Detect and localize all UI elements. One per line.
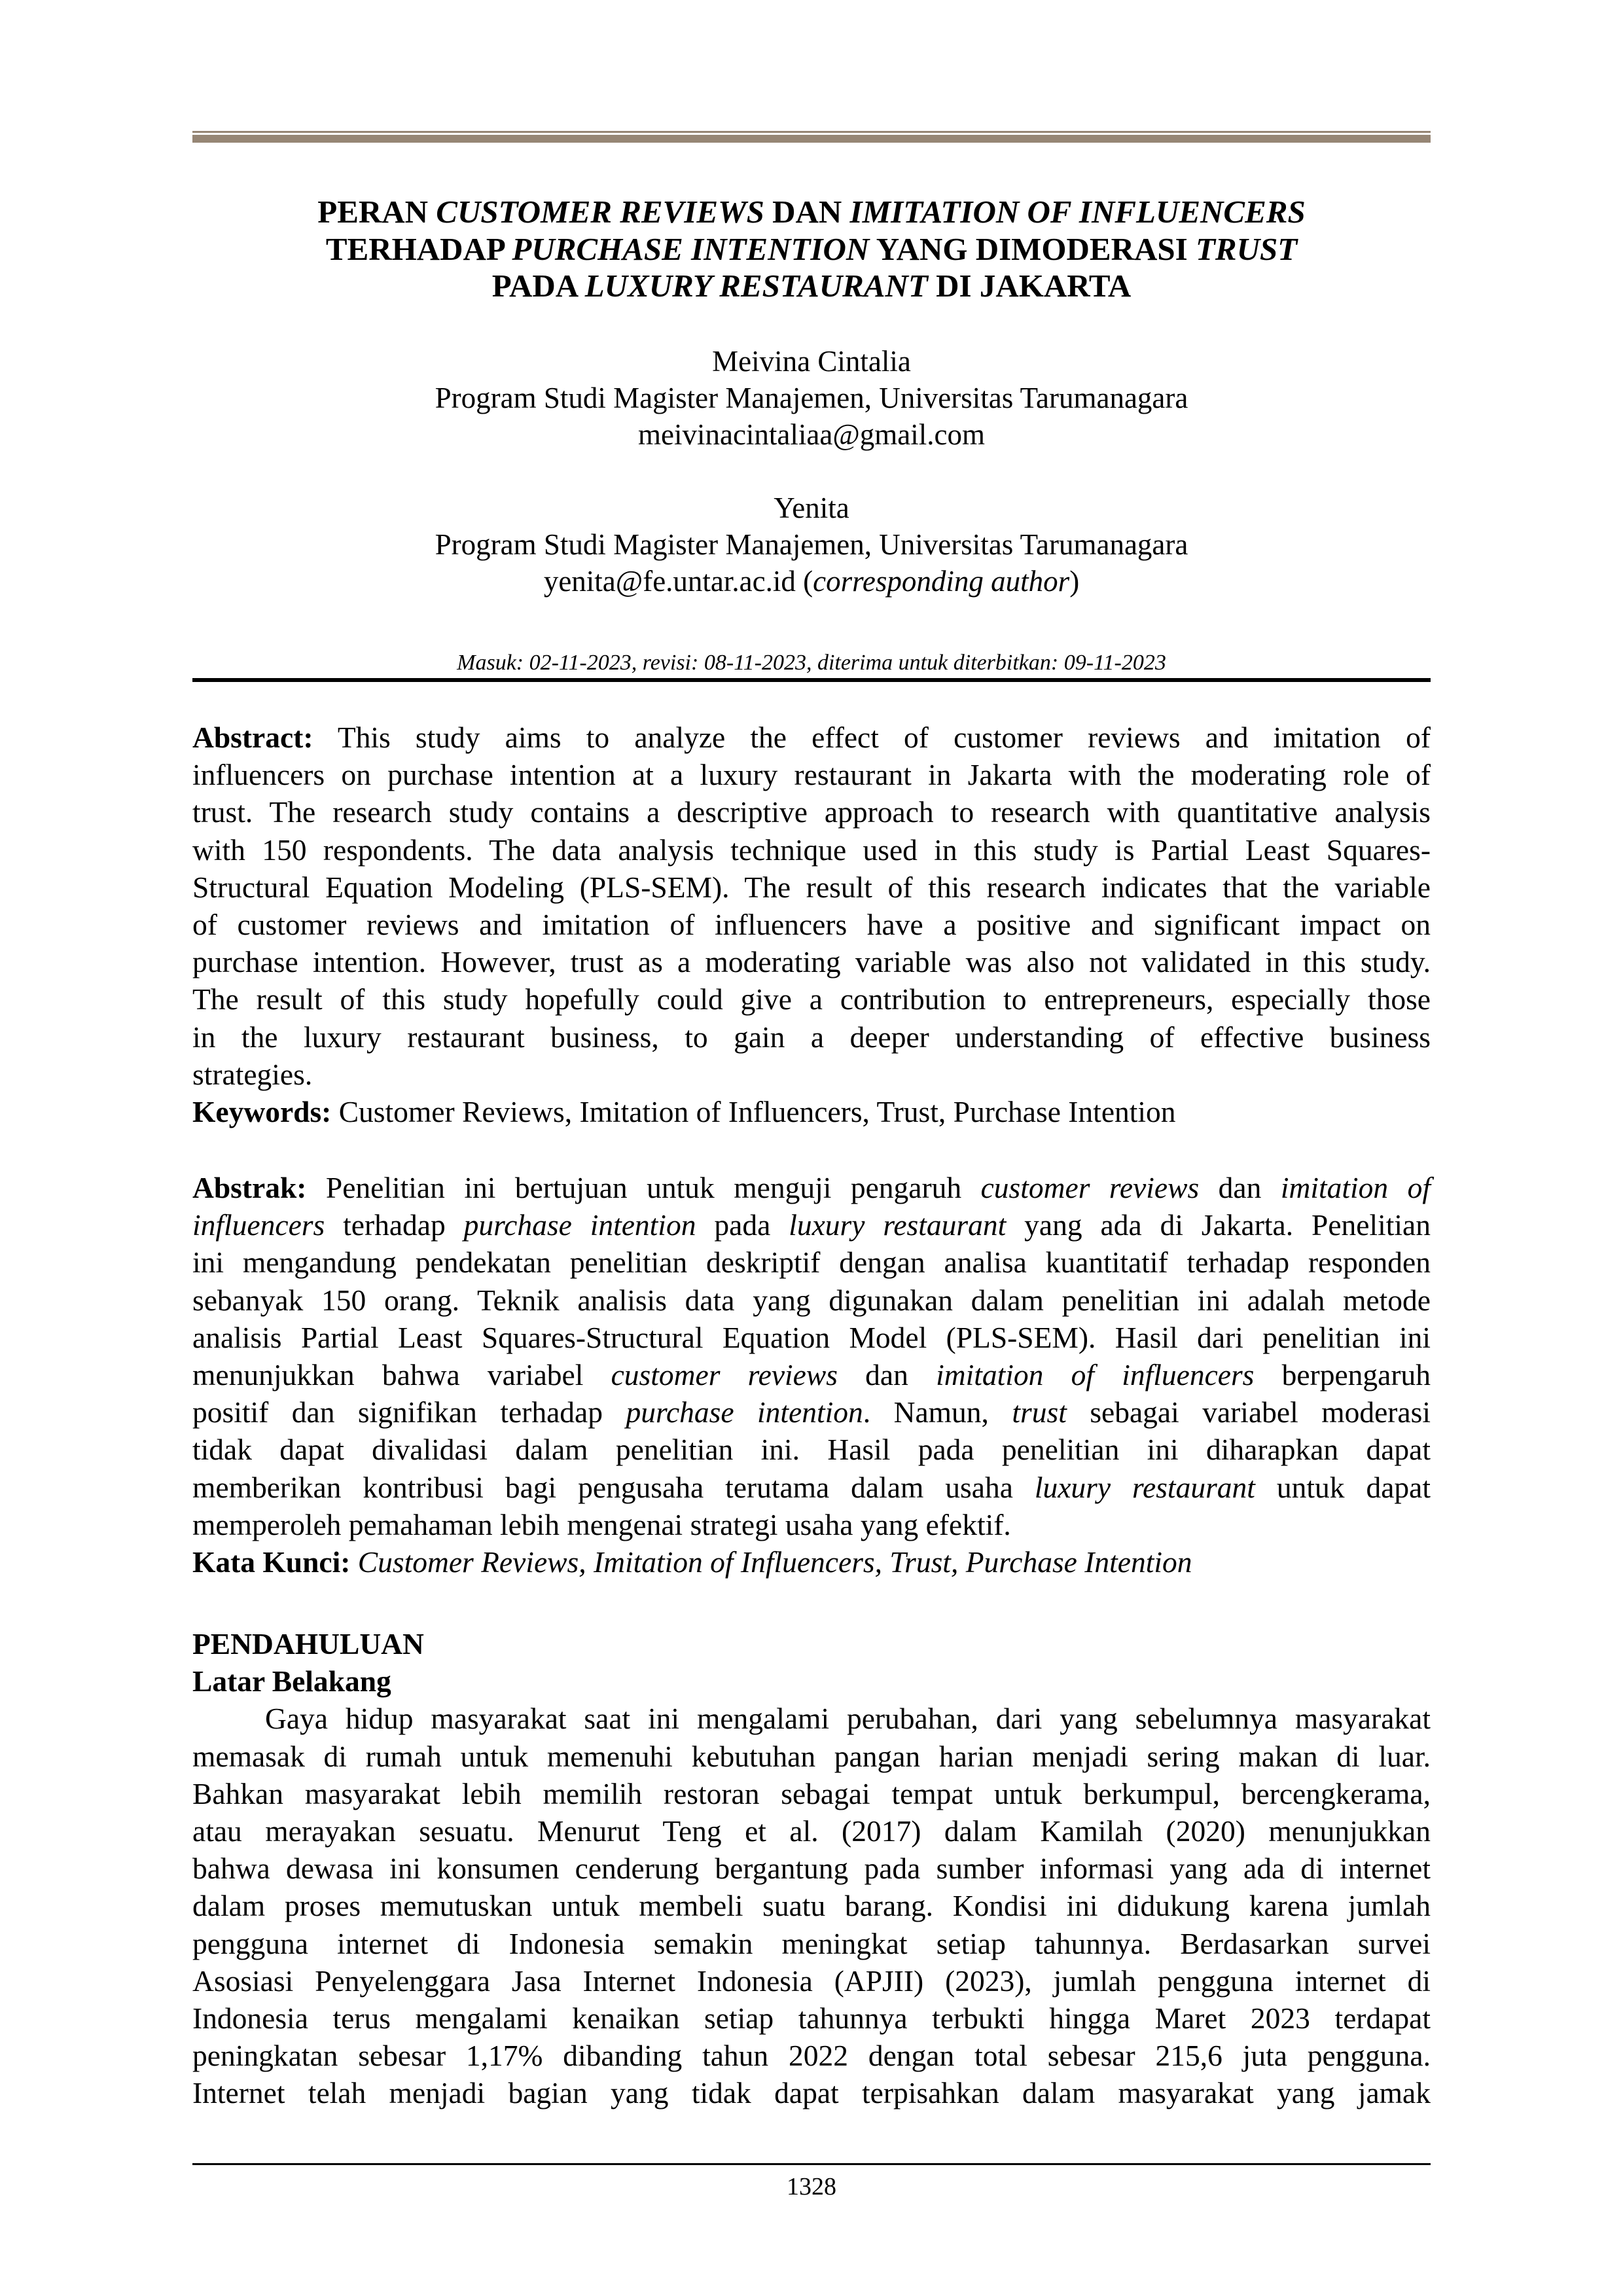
- body-line: Gaya hidup masyarakat saat ini mengalami perubahan, dari yang sebelumnya masyarakat: [265, 1702, 1431, 1736]
- footer-rule: [192, 2163, 1431, 2165]
- abstract-line: of customer reviews and imitation of influencers have a positive and significant impact on: [192, 907, 1431, 941]
- abstrak-line: Abstrak: Penelitian ini bertujuan untuk menguji pengaruh customer reviews dan imitation of: [192, 1171, 1431, 1204]
- abstrak-line: memperoleh pemahaman lebih mengenai strategi usaha yang efektif.: [192, 1507, 1011, 1541]
- abstract-line: The result of this study hopefully could give a contribution to entrepreneurs, especially those: [192, 982, 1431, 1016]
- abstrak-line: menunjukkan bahwa variabel customer reviews dan imitation of influencers berpengaruh: [192, 1357, 1431, 1391]
- header-rule-thin: [192, 131, 1431, 133]
- abstract-indonesian: [192, 1169, 1431, 1581]
- abstract-line: Structural Equation Modeling (PLS-SEM). The result of this research indicates that the variable: [192, 870, 1431, 904]
- author-name: Yenita: [774, 492, 849, 524]
- abstrak-line: ini mengandung pendekatan penelitian deskriptif dengan analisa kuantitatif terhadap responden: [192, 1246, 1431, 1280]
- page-number: 1328: [787, 2173, 836, 2200]
- body-line: memasak di rumah untuk memenuhi kebutuhan pangan harian menjadi sering makan di luar.: [192, 1739, 1431, 1773]
- author-spacer: [192, 453, 1431, 490]
- author-affiliation: Program Studi Magister Manajemen, Universitas Tarumanagara: [435, 382, 1188, 414]
- paper-title: [192, 194, 1431, 305]
- body-line: Bahkan masyarakat lebih memilih restoran sebagai tempat untuk berkumpul, bercengkerama,: [192, 1776, 1431, 1810]
- author-block: [192, 343, 1431, 600]
- subsection-heading: Latar Belakang: [192, 1664, 391, 1698]
- section-pendahuluan: [192, 1625, 1431, 2111]
- abstract-line: with 150 respondents. The data analysis technique used in this study is Partial Least Squares-: [192, 833, 1431, 867]
- body-line: Asosiasi Penyelenggara Jasa Internet Indonesia (APJII) (2023), jumlah pengguna internet di: [192, 1964, 1431, 1998]
- abstract-line: trust. The research study contains a descriptive approach to research with quantitative analysis: [192, 795, 1431, 829]
- abstrak-line: sebanyak 150 orang. Teknik analisis data yang digunakan dalam penelitian ini adalah metode: [192, 1283, 1431, 1317]
- header-rule-thick: [192, 135, 1431, 143]
- section-heading: PENDAHULUAN: [192, 1627, 424, 1660]
- keywords-value: Customer Reviews, Imitation of Influencers, Trust, Purchase Intention: [331, 1094, 1176, 1128]
- abstrak-line: tidak dapat divalidasi dalam penelitian ini. Hasil pada penelitian ini diharapkan dapat: [192, 1433, 1431, 1467]
- keywords-label: Keywords:: [192, 1094, 332, 1128]
- corresponding-author-note: corresponding author: [813, 565, 1070, 598]
- abstract-line: purchase intention. However, trust as a moderating variable was also not validated in this study.: [192, 945, 1431, 979]
- abstrak-line: positif dan signifikan terhadap purchase intention. Namun, trust sebagai variabel moderasi: [192, 1395, 1431, 1429]
- kata-kunci-value: Customer Reviews, Imitation of Influencers, Trust, Purchase Intention: [350, 1545, 1192, 1579]
- body-line: Internet telah menjadi bagian yang tidak dapat terpisahkan dalam masyarakat yang jamak: [192, 2076, 1431, 2110]
- author-affiliation: Program Studi Magister Manajemen, Universitas Tarumanagara: [435, 528, 1188, 561]
- body-line: peningkatan sebesar 1,17% dibanding tahun 2022 dengan total sebesar 215,6 juta pengguna.: [192, 2039, 1431, 2073]
- dates-rule: [192, 678, 1431, 682]
- keywords-line: [192, 1093, 1431, 1130]
- body-line: atau merayakan sesuatu. Menurut Teng et al. (2017) dalam Kamilah (2020) menunjukkan: [192, 1814, 1431, 1848]
- abstrak-line: influencers terhadap purchase intention pada luxury restaurant yang ada di Jakarta. Penelitian: [192, 1208, 1431, 1242]
- author-name: Meivina Cintalia: [712, 345, 911, 378]
- abstract-line: in the luxury restaurant business, to gain a deeper understanding of effective business: [192, 1020, 1431, 1054]
- abstrak-label: Abstrak:: [192, 1171, 307, 1204]
- submission-dates: Masuk: 02-11-2023, revisi: 08-11-2023, diterima untuk diterbitkan: 09-11-2023: [457, 651, 1166, 675]
- abstrak-line: analisis Partial Least Squares-Structural Equation Model (PLS-SEM). Hasil dari penelitian ini: [192, 1320, 1431, 1354]
- body-line: pengguna internet di Indonesia semakin meningkat setiap tahunnya. Berdasarkan survei: [192, 1926, 1431, 1960]
- title-line-2: TERHADAP PURCHASE INTENTION YANG DIMODERASI TRUST: [325, 230, 1298, 267]
- title-line-3: PADA LUXURY RESTAURANT DI JAKARTA: [491, 268, 1132, 304]
- kata-kunci-label: Kata Kunci:: [192, 1545, 351, 1579]
- abstract-line: strategies.: [192, 1057, 313, 1091]
- body-line: dalam proses memutuskan untuk membeli suatu barang. Kondisi ini didukung karena jumlah: [192, 1889, 1431, 1923]
- body-line: bahwa dewasa ini konsumen cenderung bergantung pada sumber informasi yang ada di internet: [192, 1852, 1431, 1886]
- author-email[interactable]: yenita@fe.untar.ac.id: [543, 565, 796, 598]
- author-email-line: yenita@fe.untar.ac.id (corresponding author): [543, 565, 1080, 598]
- title-line-1: PERAN CUSTOMER REVIEWS DAN IMITATION OF INFLUENCERS: [317, 194, 1306, 230]
- abstract-english: [192, 719, 1431, 1130]
- author-email[interactable]: meivinacintaliaa@gmail.com: [637, 418, 985, 451]
- abstract-line: influencers on purchase intention at a luxury restaurant in Jakarta with the moderating role of: [192, 758, 1431, 792]
- kata-kunci-line: [192, 1543, 1431, 1581]
- abstract-label: Abstract:: [192, 721, 313, 754]
- abstract-line: Abstract: This study aims to analyze the effect of customer reviews and imitation of: [192, 721, 1431, 754]
- abstrak-line: memberikan kontribusi bagi pengusaha terutama dalam usaha luxury restaurant untuk dapat: [192, 1470, 1431, 1504]
- body-line: Indonesia terus mengalami kenaikan setiap tahunnya terbukti hingga Maret 2023 terdapat: [192, 2001, 1431, 2035]
